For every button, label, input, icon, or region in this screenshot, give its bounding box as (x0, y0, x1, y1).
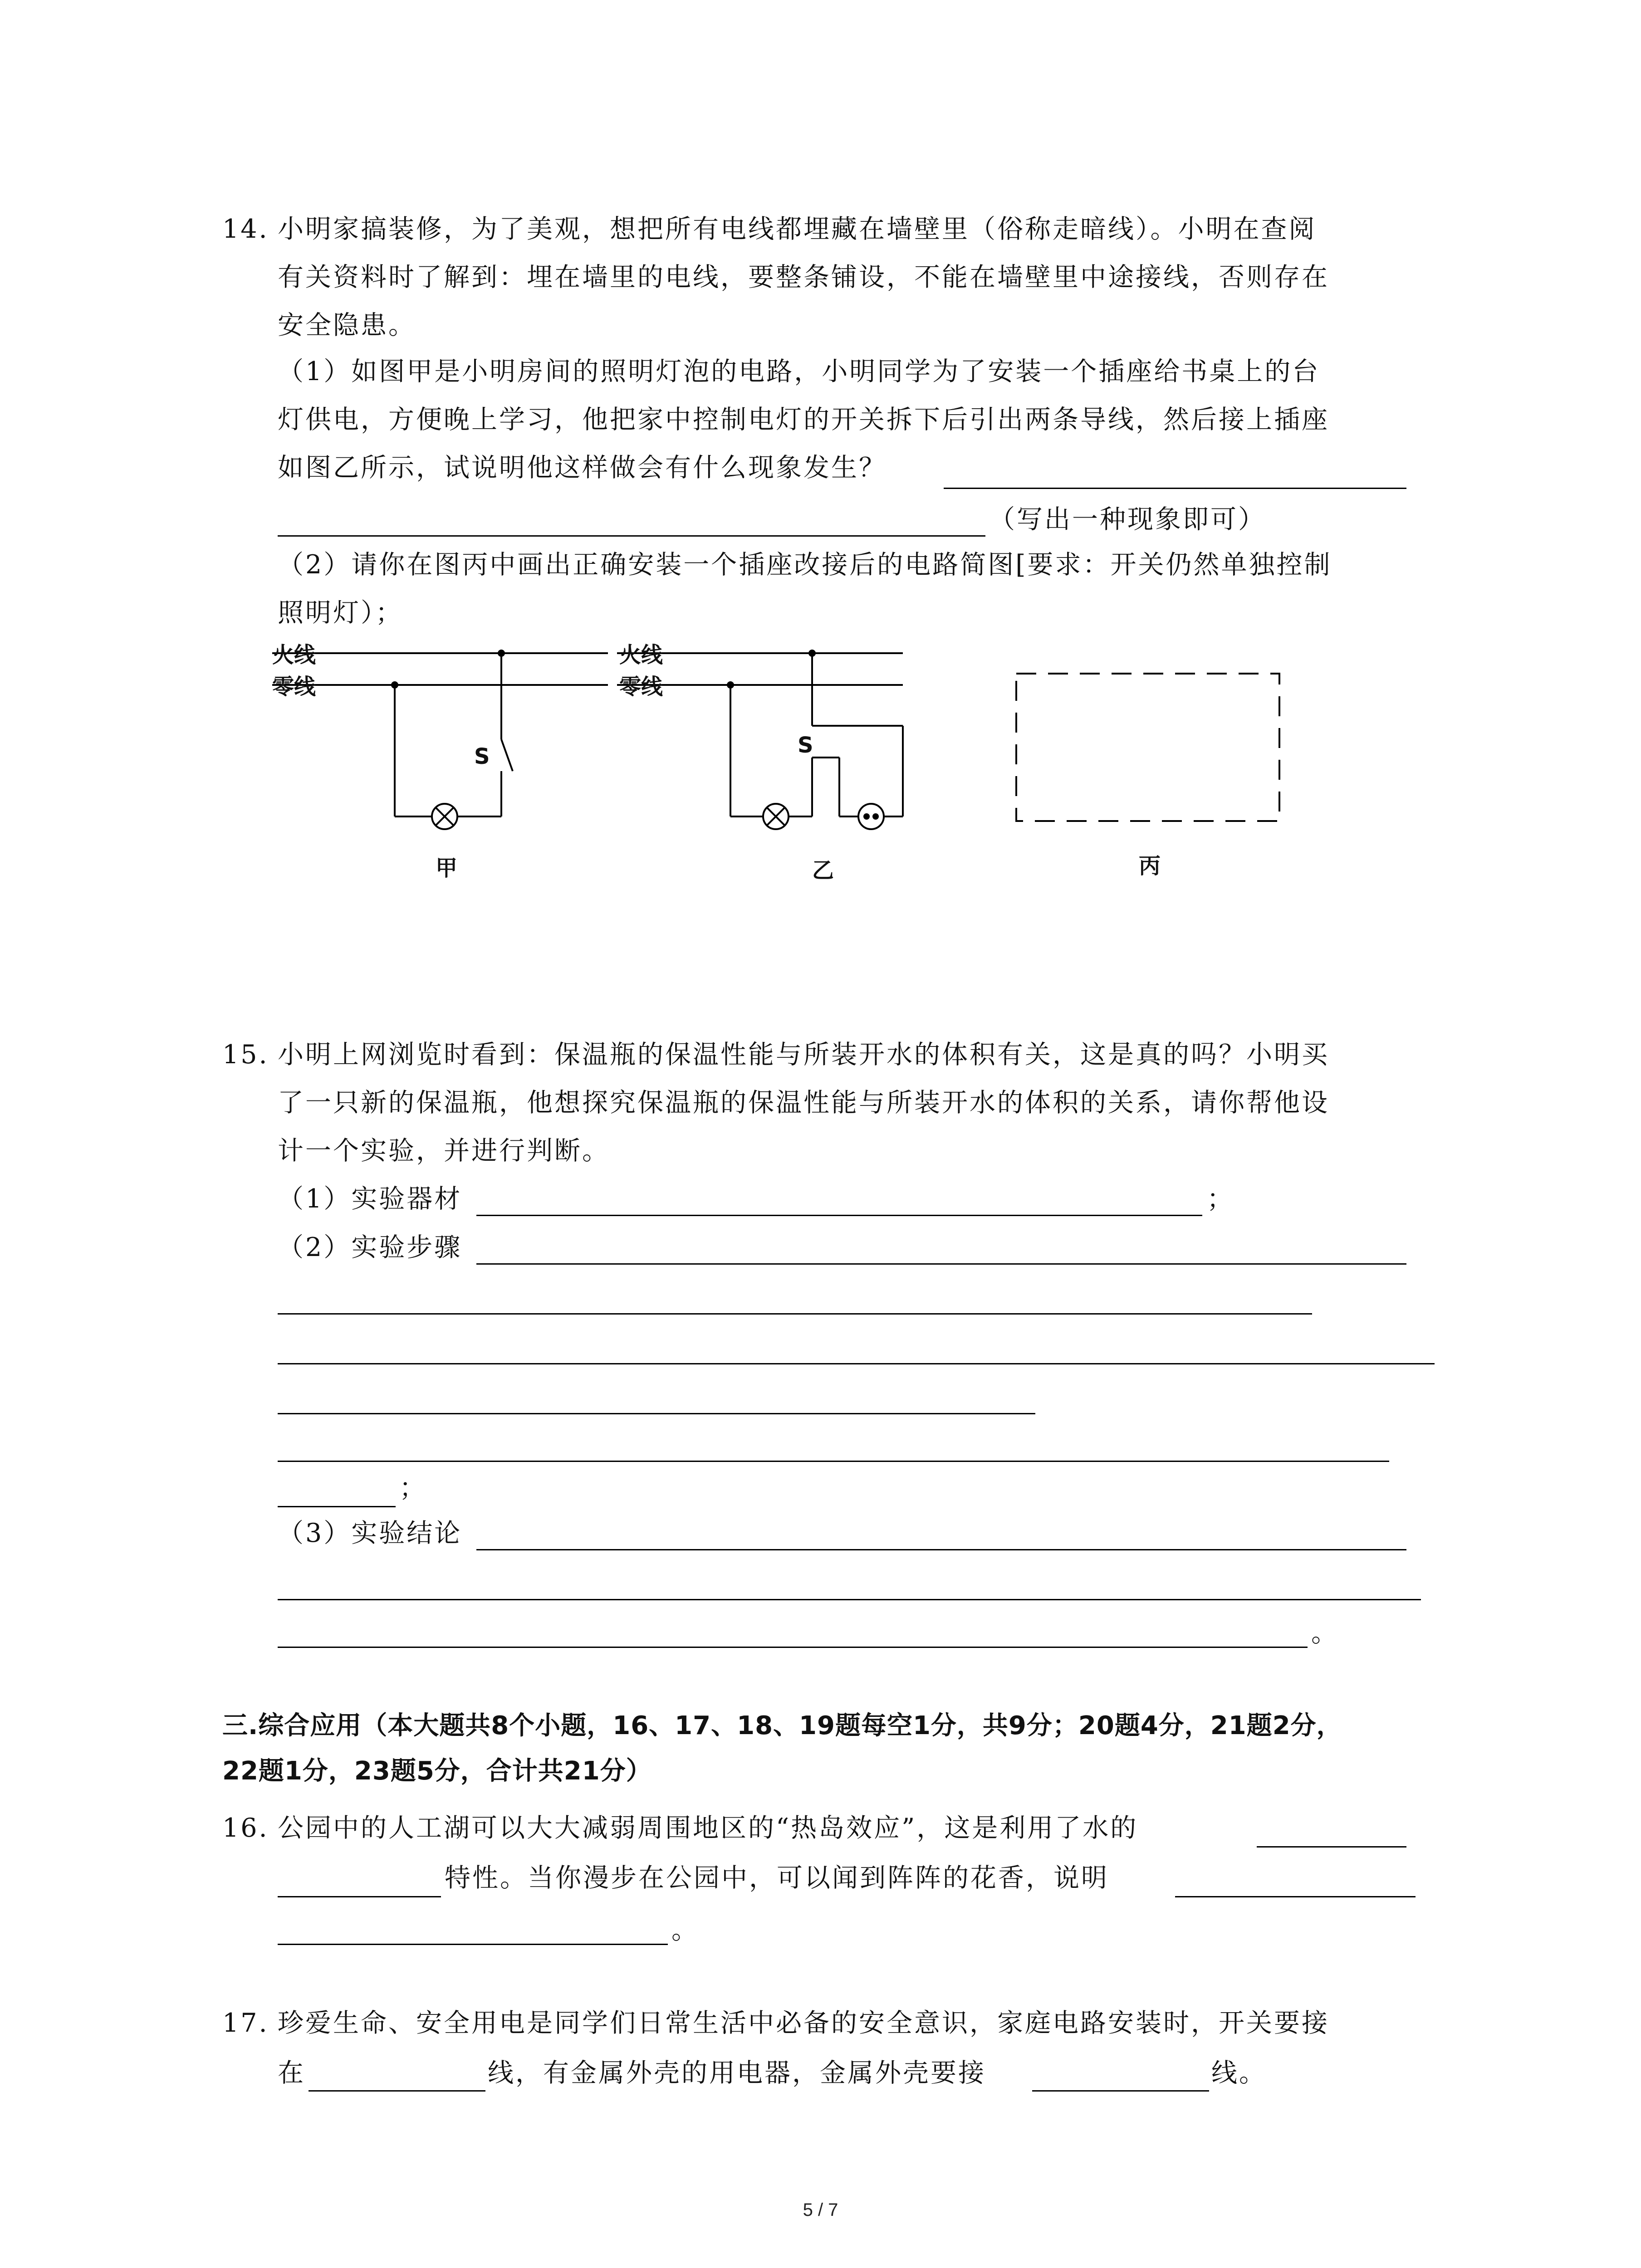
q17-number: 17. (222, 2008, 269, 2038)
q16-blank-2[interactable] (278, 1896, 441, 1897)
q14-text-line3: 安全隐患。 (278, 310, 416, 340)
fig-b-switch-label: S (798, 733, 813, 758)
q14-text-line2: 有关资料时了解到：埋在墙里的电线，要整条铺设，不能在墙壁里中途接线，否则存在 (278, 262, 1329, 292)
q16-text-line1: 公园中的人工湖可以大大减弱周围地区的“热岛效应”，这是利用了水的 (278, 1813, 1138, 1843)
section3-heading-line2: 22题1分，23题5分，合计共21分） (222, 1756, 652, 1786)
q14-part1-line3: 如图乙所示，试说明他这样做会有什么现象发生？ (278, 453, 887, 483)
q15-conclusion-blank-1[interactable] (476, 1549, 1406, 1550)
q15-part3-end: 。 (1311, 1618, 1339, 1648)
fig-a-caption: 甲 (436, 855, 458, 881)
q15-text-line1: 小明上网浏览时看到：保温瓶的保温性能与所装开水的体积有关，这是真的吗？小明买 (278, 1040, 1329, 1070)
fig-b-socket-hole-2 (872, 813, 879, 820)
q15-apparatus-blank[interactable] (476, 1215, 1202, 1216)
q14-part1-line2: 灯供电，方便晚上学习，他把家中控制电灯的开关拆下后引出两条导线，然后接上插座 (278, 405, 1329, 435)
fig-b-caption: 乙 (812, 858, 834, 883)
section3-heading-line1: 三.综合应用（本大题共8个小题，16、17、18、19题每空1分，共9分；20题4分，21题2分， (222, 1711, 1342, 1740)
fig-a-switch-blade (501, 739, 513, 771)
q15-steps-blank-3[interactable] (278, 1363, 1435, 1364)
q16-text-line2: 特性。当你漫步在公园中，可以闻到阵阵的花香，说明 (445, 1863, 1109, 1893)
q14-answer-blank-2[interactable] (278, 535, 985, 537)
fig-a-switch-label: S (474, 744, 490, 769)
q15-steps-blank-1[interactable] (476, 1263, 1406, 1265)
q15-part3-label: （3）实验结论 (278, 1518, 462, 1548)
q16-number: 16. (222, 1813, 269, 1843)
fig-a-live-label: 火线 (272, 642, 316, 668)
q14-number: 14. (222, 214, 269, 244)
q16-blank-3[interactable] (1175, 1896, 1416, 1897)
q15-part2-end: ； (399, 1473, 427, 1503)
q15-conclusion-blank-2[interactable] (278, 1599, 1421, 1600)
q14-part2-line2: 照明灯）； (278, 598, 403, 628)
fig-b-live-label: 火线 (619, 642, 663, 668)
q15-steps-blank-5[interactable] (278, 1461, 1389, 1462)
q16-blank-1[interactable] (1257, 1846, 1406, 1848)
q17-text-line2-b: 线，有金属外壳的用电器，金属外壳要接 (488, 2058, 986, 2088)
q15-part1-end: ； (1207, 1184, 1234, 1214)
q15-conclusion-blank-3[interactable] (278, 1647, 1308, 1648)
q17-blank-2[interactable] (1032, 2090, 1209, 2092)
q14-part1-line1: （1）如图甲是小明房间的照明灯泡的电路，小明同学为了安装一个插座给书桌上的台 (278, 357, 1320, 386)
q14-part2-line1: （2）请你在图丙中画出正确安装一个插座改接后的电路简图[要求：开关仍然单独控制 (278, 550, 1332, 580)
q15-steps-blank-2[interactable] (278, 1313, 1312, 1315)
fig-a-neutral-label: 零线 (272, 674, 316, 699)
q17-text-line2-a: 在 (278, 2058, 305, 2088)
fig-c-caption: 丙 (1139, 853, 1161, 879)
q15-steps-blank-6[interactable] (278, 1506, 396, 1507)
q15-part2-label: （2）实验步骤 (278, 1232, 462, 1262)
q17-text-line1: 珍爱生命、安全用电是同学们日常生活中必备的安全意识，家庭电路安装时，开关要接 (278, 2008, 1329, 2038)
fig-c-dashed-box (1016, 674, 1279, 821)
q17-text-line2-c: 线。 (1211, 2058, 1267, 2088)
q16-blank-4[interactable] (278, 1944, 668, 1945)
q14-text-line1: 小明家搞装修，为了美观，想把所有电线都埋藏在墙壁里（俗称走暗线）。小明在查阅 (278, 214, 1317, 244)
page-number: 5 / 7 (803, 2200, 838, 2220)
q15-steps-blank-4[interactable] (278, 1413, 1035, 1414)
fig-b-socket (858, 804, 884, 829)
q15-number: 15. (222, 1040, 269, 1070)
q14-part1-hint: （写出一种现象即可） (989, 504, 1266, 534)
q15-part1-label: （1）实验器材 (278, 1184, 462, 1214)
q14-answer-blank-1[interactable] (944, 488, 1406, 489)
fig-b-socket-hole-1 (863, 813, 870, 820)
q15-text-line2: 了一只新的保温瓶，他想探究保温瓶的保温性能与所装开水的体积的关系，请你帮他设 (278, 1088, 1329, 1118)
q16-line3-end: 。 (671, 1915, 699, 1945)
q17-blank-1[interactable] (309, 2090, 485, 2092)
q15-text-line3: 计一个实验，并进行判断。 (278, 1136, 610, 1166)
fig-b-neutral-label: 零线 (619, 674, 663, 699)
